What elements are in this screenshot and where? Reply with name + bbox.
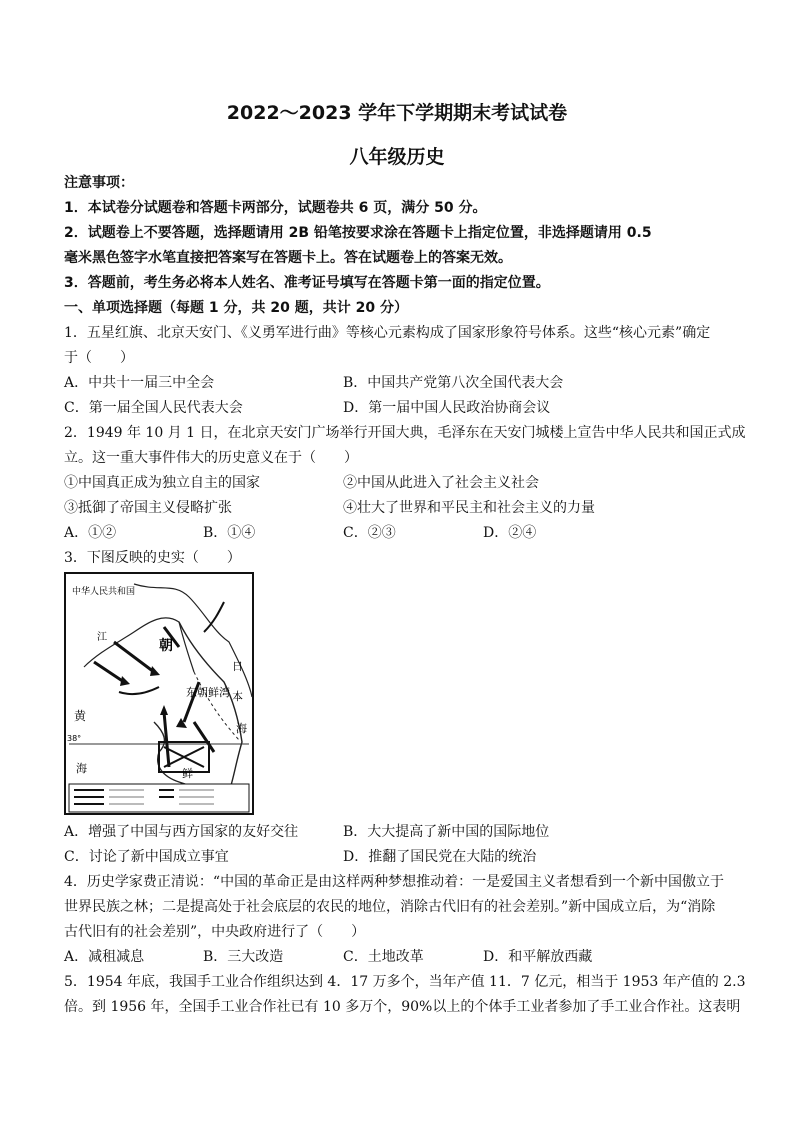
map-label-japan-2: 本	[232, 690, 243, 703]
note-1: 1．本试卷分试题卷和答题卡两部分，试题卷共 6 页，满分 50 分。	[64, 200, 487, 216]
q3-option-c[interactable]: C．讨论了新中国成立事宜	[64, 849, 229, 865]
exam-subtitle: 八年级历史	[349, 146, 445, 168]
q4-stem-cont-1: 世界民族之林；二是提高处于社会底层的农民的地位，消除古代旧有的社会差别。”新中国成立后，为“消除	[64, 899, 716, 915]
q5-stem-cont: 倍。到 1956 年，全国手工业合作社已有 10 多万个，90%以上的个体手工业者参加了手工业合作社。这表明	[64, 999, 741, 1015]
q2-stem-cont: 立。这一重大事件伟大的历史意义在于（ ）	[64, 450, 358, 466]
map-label-river: 江	[97, 632, 107, 643]
map-label-korea-1: 朝	[159, 638, 173, 654]
q4-stem: 4．历史学家费正清说：“中国的革命正是由这样两种梦想推动着：一是爱国主义者想看到一个新中国傲立于	[64, 874, 725, 890]
q1-option-a[interactable]: A．中共十一届三中全会	[64, 375, 215, 391]
q2-option-c[interactable]: C．②③	[343, 525, 396, 541]
map-label-parallel: 38°	[67, 734, 82, 743]
q2-option-d[interactable]: D．②④	[483, 525, 537, 541]
q2-item-3: ③抵御了帝国主义侵略扩张	[64, 500, 232, 516]
notes-heading: 注意事项：	[64, 175, 134, 191]
q2-option-a[interactable]: A．①②	[64, 525, 117, 541]
q3-option-d[interactable]: D．推翻了国民党在大陆的统治	[343, 849, 537, 865]
q2-option-b[interactable]: B．①④	[203, 525, 256, 541]
q3-option-a[interactable]: A．增强了中国与西方国家的友好交往	[64, 824, 299, 840]
q4-option-b[interactable]: B．三大改造	[203, 949, 284, 965]
q1-stem: 1．五星红旗、北京天安门、《义勇军进行曲》等核心元素构成了国家形象符号体系。这些“核心元素”确定	[64, 325, 711, 341]
q1-option-c[interactable]: C．第一届全国人民代表大会	[64, 400, 243, 416]
map-label-country: 中华人民共和国	[72, 587, 136, 597]
q1-option-d[interactable]: D．第一届中国人民政治协商会议	[343, 400, 551, 416]
q5-stem: 5．1954 年底，我国手工业合作组织达到 4．17 万多个，当年产值 11．7 亿元，相当于 1953 年产值的 2.3	[64, 974, 746, 990]
q4-option-a[interactable]: A．减租减息	[64, 949, 145, 965]
q2-stem: 2．1949 年 10 月 1 日，在北京天安门广场举行开国大典，毛泽东在天安门城楼上宣告中华人民共和国正式成	[64, 425, 746, 441]
q1-stem-cont: 于（ ）	[64, 350, 134, 366]
q4-option-c[interactable]: C．土地改革	[343, 949, 424, 965]
q2-item-1: ①中国真正成为独立自主的国家	[64, 475, 260, 491]
note-2: 2．试题卷上不要答题，选择题请用 2B 铅笔按要求涂在答题卡上指定位置，非选择题请用 0.5	[64, 225, 652, 241]
map-label-japan-3: 海	[236, 722, 247, 735]
note-3: 3．答题前，考生务必将本人姓名、准考证号填写在答题卡第一面的指定位置。	[64, 275, 550, 291]
q1-option-b[interactable]: B．中国共产党第八次全国代表大会	[343, 375, 564, 391]
q3-option-b[interactable]: B．大大提高了新中国的国际地位	[343, 824, 550, 840]
note-2-cont: 毫米黑色签字水笔直接把答案写在答题卡上。答在试题卷上的答案无效。	[64, 250, 512, 266]
q4-stem-cont-2: 古代旧有的社会差别”，中央政府进行了（ ）	[64, 924, 366, 940]
map-label-korea-2: 鲜	[182, 767, 193, 780]
q4-option-d[interactable]: D．和平解放西藏	[483, 949, 593, 965]
map-label-bay: 东朝鲜湾	[186, 686, 230, 699]
section-title: 一、单项选择题（每题 1 分，共 20 题，共计 20 分）	[64, 300, 408, 316]
map-label-yellow-2: 海	[76, 762, 87, 775]
korean-war-map	[64, 572, 254, 815]
q2-item-4: ④壮大了世界和平民主和社会主义的力量	[343, 500, 595, 516]
exam-title: 2022～2023 学年下学期期末考试试卷	[226, 102, 568, 124]
map-label-yellow-1: 黄	[74, 709, 87, 723]
map-label-japan-1: 日	[232, 660, 243, 673]
q2-item-2: ②中国从此进入了社会主义社会	[343, 475, 539, 491]
q3-stem: 3．下图反映的史实（ ）	[64, 550, 241, 566]
